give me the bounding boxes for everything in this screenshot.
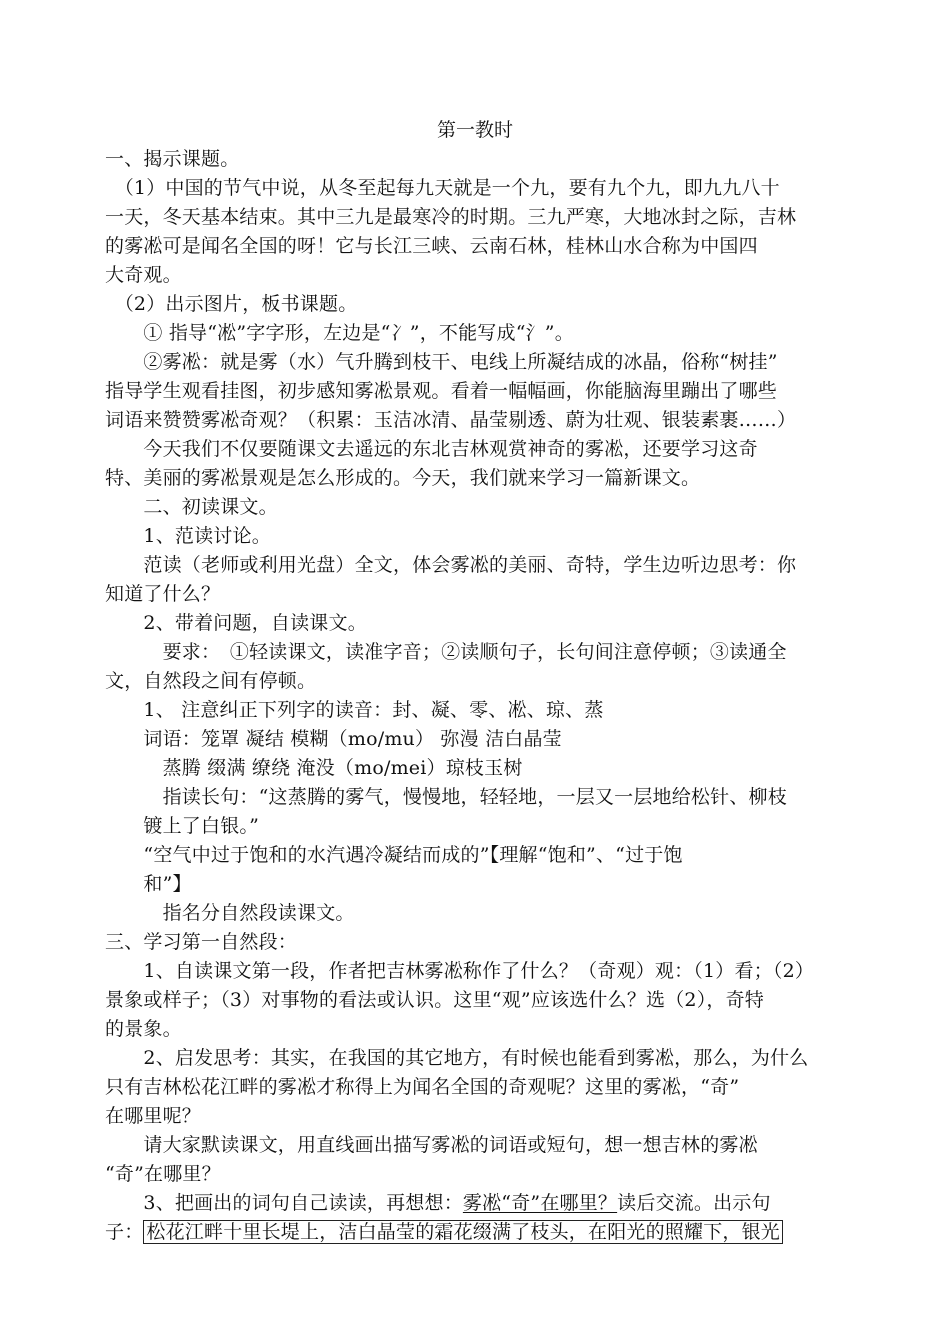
text-line: ① 指导“凇”字字形，左边是“冫”，不能写成“氵”。 — [105, 322, 574, 344]
text-line: 词语：笼罩 凝结 模糊（mo/mu） 弥漫 洁白晶莹 — [105, 728, 562, 750]
text-line: 今天我们不仅要随课文去遥远的东北吉林观赏神奇的雾凇，还要学习这奇 — [105, 438, 758, 460]
text-line: 二、初读课文。 — [105, 496, 278, 518]
text-line: 2、带着问题，自读课文。 — [105, 612, 367, 634]
text-line: 2、启发思考：其实，在我国的其它地方，有时候也能看到雾凇，那么，为什么 — [105, 1047, 809, 1069]
text-line: 在哪里呢？ — [105, 1105, 202, 1127]
text-line: （2）出示图片，板书课题。 — [105, 293, 358, 315]
page-title: 第一教时 — [436, 119, 513, 141]
text-line: 词语来赞赞雾凇奇观？（积累：玉洁冰清、晶莹剔透、蔚为壮观、银装素裹……） — [105, 409, 797, 431]
text-line: 三、学习第一自然段： — [105, 931, 298, 953]
text-line: ②雾凇：就是雾（水）气升腾到枝干、电线上所凝结成的冰晶，俗称“树挂” — [105, 351, 778, 373]
text-segment: 子： — [105, 1221, 144, 1243]
text-line — [105, 1218, 783, 1247]
text-line: 景象或样子；（3）对事物的看法或认识。这里“观”应该选什么？选（2），奇特 — [105, 989, 765, 1011]
text-line: “空气中过于饱和的水汽遇冷凝结而成的”【理解“饱和”、“过于饱 — [105, 844, 683, 866]
text-line: 知道了什么？ — [105, 583, 221, 605]
text-line: 特、美丽的雾凇景观是怎么形成的。今天，我们就来学习一篇新课文。 — [105, 467, 701, 489]
text-line: 要求： ①轻读课文，读准字音；②读顺句子，长句间注意停顿；③读通全 — [105, 641, 787, 663]
text-line: 只有吉林松花江畔的雾凇才称得上为闻名全国的奇观呢？这里的雾凇，“奇” — [105, 1076, 740, 1098]
text-line: （1）中国的节气中说，从冬至起每九天就是一个九，要有九个九，即九九八十 — [105, 177, 780, 199]
text-line — [105, 1189, 771, 1218]
text-line: 的景象。 — [105, 1018, 182, 1040]
boxed-quote: 松花江畔十里长堤上，洁白晶莹的霜花缀满了枝头，在阳光的照耀下，银光 — [143, 1220, 783, 1244]
underlined-question: 雾凇“奇”在哪里？ — [462, 1192, 618, 1214]
text-line: 镀上了白银。” — [105, 815, 260, 837]
text-line: 大奇观。 — [105, 264, 182, 286]
text-line: 指读长句：“这蒸腾的雾气，慢慢地，轻轻地，一层又一层地给松针、柳枝 — [105, 786, 787, 808]
text-line: “奇”在哪里？ — [105, 1163, 221, 1185]
text-line: 文，自然段之间有停顿。 — [105, 670, 317, 692]
text-segment: 3、把画出的词句自己读读，再想想： — [105, 1192, 463, 1214]
text-line: 一天，冬天基本结束。其中三九是最寒冷的时期。三九严寒，大地冰封之际，吉林 — [105, 206, 797, 228]
text-line: 和”】 — [105, 873, 192, 895]
text-line: 指导学生观看挂图，初步感知雾凇景观。看着一幅幅画，你能脑海里蹦出了哪些 — [105, 380, 778, 402]
text-line: 1、自读课文第一段，作者把吉林雾凇称作了什么？（奇观）观：（1）看；（2） — [105, 960, 815, 982]
text-line: 一、揭示课题。 — [105, 148, 240, 170]
text-line: 蒸腾 缀满 缭绕 淹没（mo/mei）琼枝玉树 — [105, 757, 523, 779]
text-line: 1、 注意纠正下列字的读音：封、凝、零、凇、琼、蒸 — [105, 699, 604, 721]
text-line: 1、范读讨论。 — [105, 525, 271, 547]
text-line: 的雾凇可是闻名全国的呀！它与长江三峡、云南石林，桂林山水合称为中国四 — [105, 235, 758, 257]
text-line: 指名分自然段读课文。 — [105, 902, 355, 924]
text-segment: 读后交流。出示句 — [617, 1192, 771, 1214]
text-line: 请大家默读课文，用直线画出描写雾凇的词语或短句，想一想吉林的雾凇 — [105, 1134, 758, 1156]
text-line: 范读（老师或利用光盘）全文，体会雾凇的美丽、奇特，学生边听边思考：你 — [105, 554, 797, 576]
